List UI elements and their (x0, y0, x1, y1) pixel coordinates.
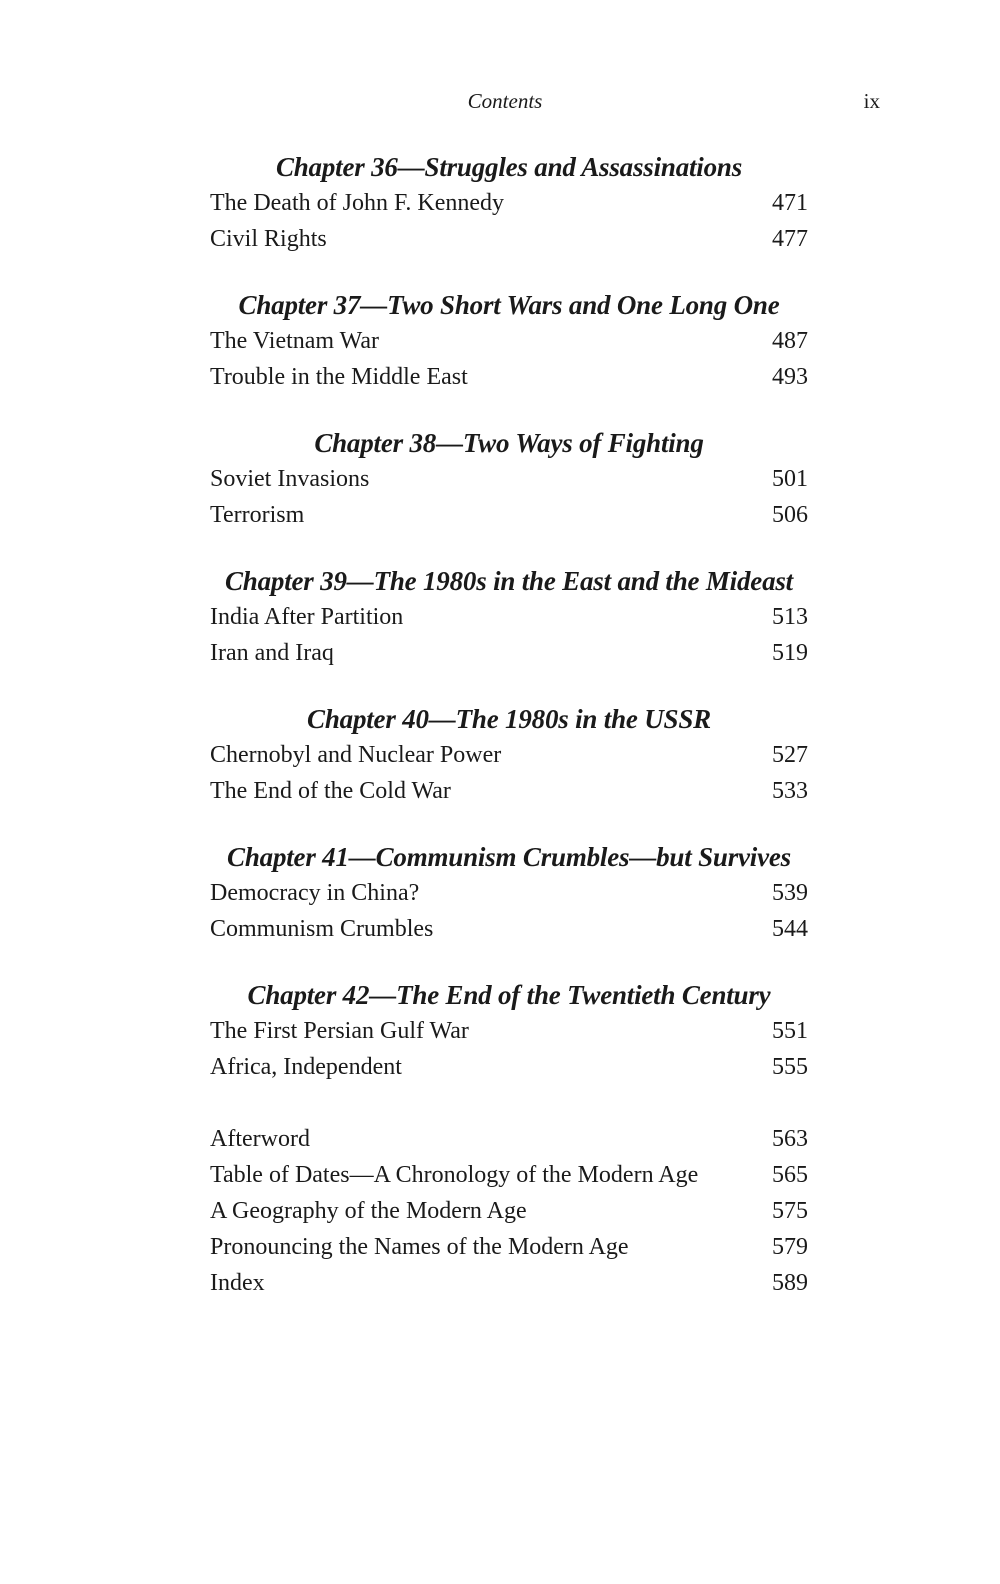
back-matter (210, 1121, 808, 1301)
entry-page: 477 (772, 226, 808, 252)
toc-entry[interactable] (210, 1193, 808, 1229)
entry-label: Table of Dates—A Chronology of the Modern Age (210, 1162, 699, 1188)
chapter-40 (210, 701, 808, 809)
entry-label: The End of the Cold War (210, 778, 451, 804)
toc-entry[interactable] (210, 599, 808, 635)
toc-entry[interactable] (210, 185, 808, 221)
entry-label: Civil Rights (210, 226, 327, 252)
chapter-42 (210, 977, 808, 1085)
running-title: Contents (467, 89, 543, 113)
entry-label: A Geography of the Modern Age (210, 1198, 527, 1224)
entry-label: The First Persian Gulf War (210, 1018, 469, 1044)
toc-entry[interactable] (210, 1049, 808, 1085)
toc-entry[interactable] (210, 1157, 808, 1193)
entry-label: Chernobyl and Nuclear Power (210, 742, 502, 768)
entry-label: Democracy in China? (210, 880, 420, 906)
entry-label: Trouble in the Middle East (210, 364, 468, 390)
entry-label: India After Partition (210, 604, 404, 630)
entry-page: 579 (772, 1234, 808, 1260)
entry-label: Iran and Iraq (210, 640, 334, 666)
entry-label: The Vietnam War (210, 328, 380, 354)
entry-page: 493 (772, 364, 808, 390)
chapter-title: Chapter 36—Struggles and Assassinations (275, 152, 743, 182)
toc-entry[interactable] (210, 221, 808, 257)
toc-entry[interactable] (210, 497, 808, 533)
toc-entry[interactable] (210, 737, 808, 773)
chapter-title: Chapter 41—Communism Crumbles—but Survives (227, 842, 791, 872)
entry-label: Soviet Invasions (210, 466, 370, 492)
entry-label: Pronouncing the Names of the Modern Age (210, 1234, 629, 1260)
entry-label: Terrorism (210, 502, 305, 528)
entry-page: 555 (772, 1054, 808, 1080)
toc-entry[interactable] (210, 461, 808, 497)
toc-entry[interactable] (210, 911, 808, 947)
chapter-title: Chapter 42—The End of the Twentieth Century (247, 980, 771, 1010)
entry-page: 519 (772, 640, 808, 666)
chapter-36 (210, 149, 808, 257)
entry-page: 471 (772, 190, 808, 216)
toc-entry[interactable] (210, 1265, 808, 1301)
toc-entry[interactable] (210, 1013, 808, 1049)
chapter-37 (210, 287, 808, 395)
chapter-title: Chapter 38—Two Ways of Fighting (314, 428, 704, 458)
chapter-title: Chapter 37—Two Short Wars and One Long One (238, 290, 780, 320)
entry-page: 513 (772, 604, 808, 630)
toc-entry[interactable] (210, 323, 808, 359)
running-head (0, 86, 1000, 116)
entry-label: Africa, Independent (210, 1054, 402, 1080)
chapter-title: Chapter 39—The 1980s in the East and the Mideast (225, 566, 793, 596)
entry-page: 506 (772, 502, 808, 528)
chapter-38 (210, 425, 808, 533)
entry-page: 539 (772, 880, 808, 906)
entry-page: 565 (772, 1162, 808, 1188)
entry-label: Index (210, 1270, 265, 1296)
chapter-title: Chapter 40—The 1980s in the USSR (307, 704, 711, 734)
entry-label: Afterword (210, 1126, 310, 1152)
entry-page: 487 (772, 328, 808, 354)
entry-label: The Death of John F. Kennedy (210, 190, 505, 216)
toc-entry[interactable] (210, 773, 808, 809)
chapter-41 (210, 839, 808, 947)
page-number: ix (863, 89, 880, 113)
entry-page: 563 (772, 1126, 808, 1152)
chapter-39 (210, 563, 808, 671)
entry-page: 575 (772, 1198, 808, 1224)
entry-page: 551 (772, 1018, 808, 1044)
toc-entry[interactable] (210, 635, 808, 671)
entry-page: 589 (772, 1270, 808, 1296)
toc-entry[interactable] (210, 1121, 808, 1157)
entry-label: Communism Crumbles (210, 916, 434, 942)
toc-entry[interactable] (210, 1229, 808, 1265)
entry-page: 527 (772, 742, 808, 768)
entry-page: 533 (772, 778, 808, 804)
entry-page: 501 (772, 466, 808, 492)
toc-entry[interactable] (210, 359, 808, 395)
table-of-contents (210, 149, 808, 1301)
toc-entry[interactable] (210, 875, 808, 911)
entry-page: 544 (772, 916, 808, 942)
